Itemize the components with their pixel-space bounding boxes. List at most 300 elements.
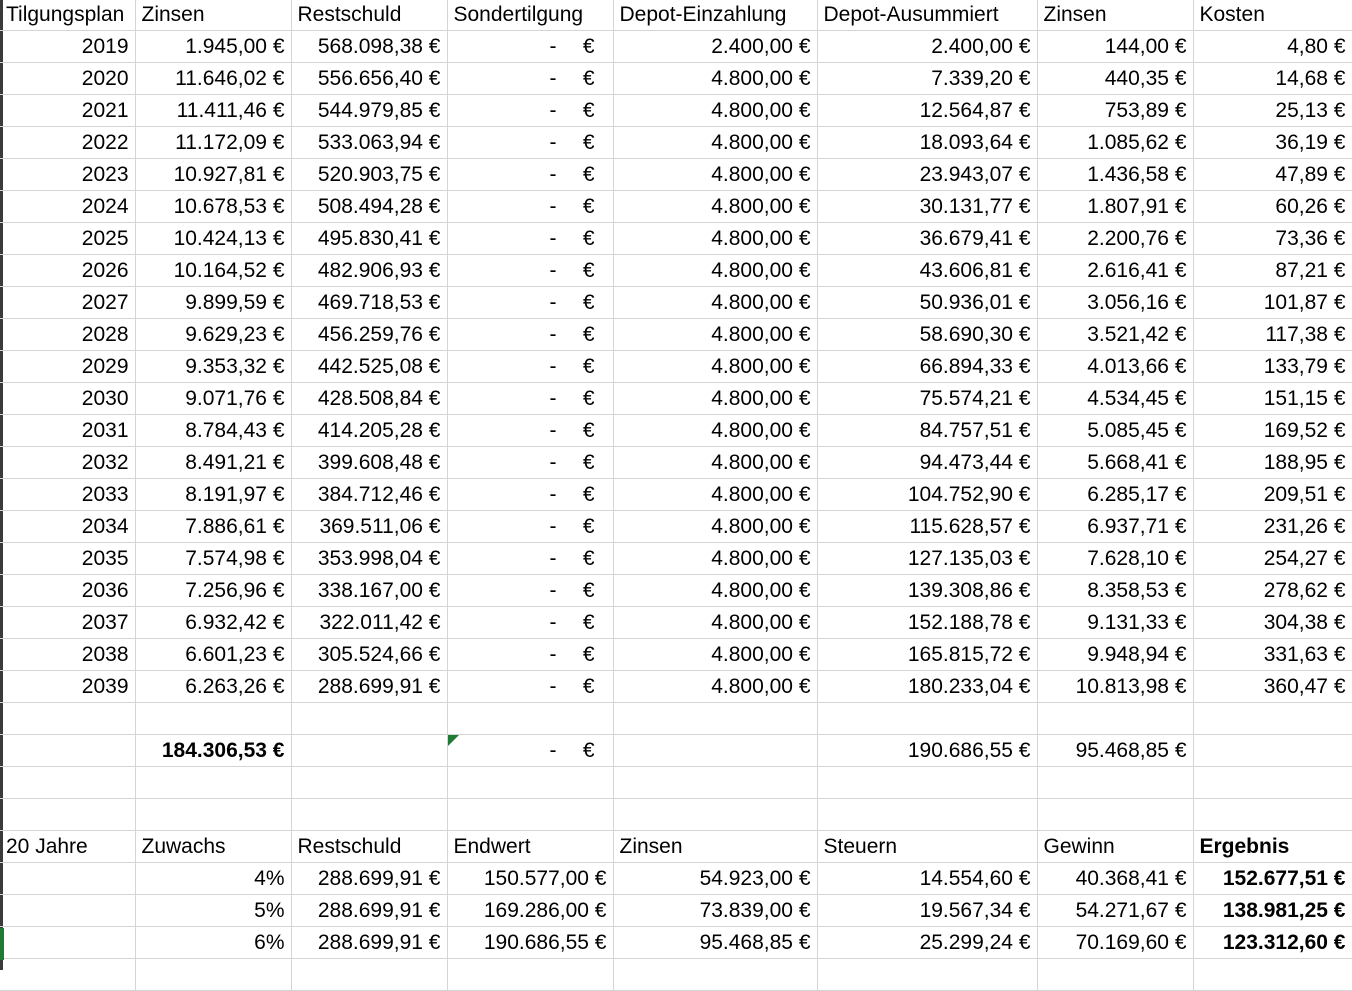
- empty-cell[interactable]: [0, 927, 135, 959]
- restschuld-cell[interactable]: 399.608,48 €: [291, 447, 447, 479]
- empty-cell[interactable]: [0, 735, 135, 767]
- depot-zinsen-cell[interactable]: 3.056,16 €: [1037, 287, 1193, 319]
- empty-cell[interactable]: [0, 767, 135, 799]
- zinsen-cell[interactable]: 10.927,81 €: [135, 159, 291, 191]
- sondertilgung-currency: €: [582, 483, 595, 506]
- sondertilgung-dash: -: [549, 67, 557, 90]
- depot-zinsen-cell[interactable]: 6.285,17 €: [1037, 479, 1193, 511]
- table-row: [0, 383, 1352, 415]
- kosten-cell[interactable]: 254,27 €: [1193, 543, 1352, 575]
- steuern-cell[interactable]: 14.554,60 €: [817, 863, 1037, 895]
- depot-einzahlung-cell[interactable]: 4.800,00 €: [613, 255, 817, 287]
- depot-ausummiert-cell[interactable]: 152.188,78 €: [817, 607, 1037, 639]
- zinsen-cell[interactable]: 11.172,09 €: [135, 127, 291, 159]
- depot-einzahlung-cell[interactable]: 4.800,00 €: [613, 319, 817, 351]
- sondertilgung-currency: €: [582, 99, 595, 122]
- kosten-cell[interactable]: 14,68 €: [1193, 63, 1352, 95]
- restschuld-cell[interactable]: 338.167,00 €: [291, 575, 447, 607]
- empty-cell[interactable]: [0, 959, 135, 991]
- sondertilgung-dash: -: [549, 451, 557, 474]
- zinsen-cell[interactable]: 10.424,13 €: [135, 223, 291, 255]
- depot-ausummiert-cell[interactable]: 66.894,33 €: [817, 351, 1037, 383]
- header-row: [0, 0, 1352, 31]
- kosten-cell[interactable]: 209,51 €: [1193, 479, 1352, 511]
- zinsen-cell[interactable]: 11.646,02 €: [135, 63, 291, 95]
- restschuld-cell[interactable]: 414.205,28 €: [291, 415, 447, 447]
- zuwachs-cell[interactable]: 6%: [135, 927, 291, 959]
- depot-zinsen-cell[interactable]: 440,35 €: [1037, 63, 1193, 95]
- summary-zinsen-cell[interactable]: 95.468,85 €: [613, 927, 817, 959]
- depot-einzahlung-cell[interactable]: 4.800,00 €: [613, 511, 817, 543]
- restschuld-cell[interactable]: 322.011,42 €: [291, 607, 447, 639]
- kosten-cell[interactable]: 117,38 €: [1193, 319, 1352, 351]
- sondertilgung-dash: -: [549, 515, 557, 538]
- zinsen-cell[interactable]: 8.784,43 €: [135, 415, 291, 447]
- sondertilgung-cell[interactable]: [447, 31, 613, 63]
- sondertilgung-dash: -: [549, 739, 557, 762]
- depot-zinsen-cell[interactable]: 1.807,91 €: [1037, 191, 1193, 223]
- sondertilgung-cell[interactable]: [447, 639, 613, 671]
- kosten-cell[interactable]: 360,47 €: [1193, 671, 1352, 703]
- depot-einzahlung-cell[interactable]: 4.800,00 €: [613, 543, 817, 575]
- table-row: [0, 223, 1352, 255]
- year-cell[interactable]: 2024: [0, 191, 135, 223]
- sondertilgung-currency: €: [582, 131, 595, 154]
- restschuld-cell[interactable]: 556.656,40 €: [291, 63, 447, 95]
- depot-ausummiert-cell[interactable]: 30.131,77 €: [817, 191, 1037, 223]
- depot-ausummiert-cell[interactable]: 43.606,81 €: [817, 255, 1037, 287]
- empty-cell[interactable]: [1193, 735, 1352, 767]
- depot-ausummiert-cell[interactable]: 58.690,30 €: [817, 319, 1037, 351]
- empty-cell[interactable]: [1037, 767, 1193, 799]
- summary-header-cell[interactable]: Endwert: [447, 831, 613, 863]
- zinsen-cell[interactable]: 11.411,46 €: [135, 95, 291, 127]
- depot-einzahlung-cell[interactable]: 4.800,00 €: [613, 159, 817, 191]
- empty-cell[interactable]: [135, 703, 291, 735]
- zinsen-cell[interactable]: 9.629,23 €: [135, 319, 291, 351]
- summary-header-cell[interactable]: Zinsen: [613, 831, 817, 863]
- kosten-cell[interactable]: 188,95 €: [1193, 447, 1352, 479]
- zinsen-cell[interactable]: 10.164,52 €: [135, 255, 291, 287]
- zinsen-cell[interactable]: 6.932,42 €: [135, 607, 291, 639]
- depot-ausummiert-cell[interactable]: 18.093,64 €: [817, 127, 1037, 159]
- empty-cell[interactable]: [0, 703, 135, 735]
- totals-row: [0, 735, 1352, 767]
- empty-cell[interactable]: [817, 799, 1037, 831]
- empty-cell[interactable]: [613, 959, 817, 991]
- year-cell[interactable]: 2037: [0, 607, 135, 639]
- total-depot-zinsen-cell[interactable]: 95.468,85 €: [1037, 735, 1193, 767]
- year-cell[interactable]: 2022: [0, 127, 135, 159]
- empty-cell[interactable]: [1193, 767, 1352, 799]
- depot-zinsen-cell[interactable]: 6.937,71 €: [1037, 511, 1193, 543]
- kosten-cell[interactable]: 133,79 €: [1193, 351, 1352, 383]
- summary-header-cell[interactable]: Ergebnis: [1193, 831, 1352, 863]
- sondertilgung-cell[interactable]: [447, 511, 613, 543]
- summary-header-row: [0, 831, 1352, 863]
- year-cell[interactable]: 2030: [0, 383, 135, 415]
- depot-zinsen-cell[interactable]: 2.616,41 €: [1037, 255, 1193, 287]
- table-row: [0, 639, 1352, 671]
- sondertilgung-dash: -: [549, 227, 557, 250]
- gewinn-cell[interactable]: 40.368,41 €: [1037, 863, 1193, 895]
- restschuld-cell[interactable]: 384.712,46 €: [291, 479, 447, 511]
- year-cell[interactable]: 2019: [0, 31, 135, 63]
- header-cell[interactable]: Zinsen: [1037, 0, 1193, 31]
- zinsen-cell[interactable]: 7.256,96 €: [135, 575, 291, 607]
- year-cell[interactable]: 2023: [0, 159, 135, 191]
- empty-cell[interactable]: [613, 703, 817, 735]
- restschuld-cell[interactable]: 482.906,93 €: [291, 255, 447, 287]
- sondertilgung-currency: €: [582, 259, 595, 282]
- gewinn-cell[interactable]: 54.271,67 €: [1037, 895, 1193, 927]
- steuern-cell[interactable]: 19.567,34 €: [817, 895, 1037, 927]
- sondertilgung-dash: -: [549, 99, 557, 122]
- header-cell[interactable]: Restschuld: [291, 0, 447, 31]
- sondertilgung-cell[interactable]: [447, 191, 613, 223]
- sondertilgung-dash: -: [549, 675, 557, 698]
- empty-cell[interactable]: [291, 735, 447, 767]
- empty-cell[interactable]: [0, 895, 135, 927]
- zinsen-cell[interactable]: 7.574,98 €: [135, 543, 291, 575]
- table-row: [0, 607, 1352, 639]
- empty-cell[interactable]: [1037, 799, 1193, 831]
- restschuld-cell[interactable]: 495.830,41 €: [291, 223, 447, 255]
- empty-row: [0, 703, 1352, 735]
- summary-header-cell[interactable]: Restschuld: [291, 831, 447, 863]
- table-row: [0, 671, 1352, 703]
- depot-zinsen-cell[interactable]: 1.085,62 €: [1037, 127, 1193, 159]
- sondertilgung-currency: €: [582, 739, 595, 762]
- year-cell[interactable]: 2034: [0, 511, 135, 543]
- table-row: [0, 447, 1352, 479]
- kosten-cell[interactable]: 101,87 €: [1193, 287, 1352, 319]
- zinsen-cell[interactable]: 8.191,97 €: [135, 479, 291, 511]
- empty-cell[interactable]: [135, 959, 291, 991]
- depot-einzahlung-cell[interactable]: 4.800,00 €: [613, 607, 817, 639]
- kosten-cell[interactable]: 4,80 €: [1193, 31, 1352, 63]
- sondertilgung-cell[interactable]: [447, 575, 613, 607]
- restschuld-cell[interactable]: 428.508,84 €: [291, 383, 447, 415]
- zinsen-cell[interactable]: 1.945,00 €: [135, 31, 291, 63]
- summary-restschuld-cell[interactable]: 288.699,91 €: [291, 863, 447, 895]
- depot-einzahlung-cell[interactable]: 4.800,00 €: [613, 479, 817, 511]
- sondertilgung-cell[interactable]: [447, 319, 613, 351]
- sondertilgung-dash: -: [549, 35, 557, 58]
- kosten-cell[interactable]: 331,63 €: [1193, 639, 1352, 671]
- header-cell[interactable]: Depot-Ausummiert: [817, 0, 1037, 31]
- depot-einzahlung-cell[interactable]: 4.800,00 €: [613, 63, 817, 95]
- sondertilgung-cell[interactable]: [447, 671, 613, 703]
- sondertilgung-currency: €: [582, 67, 595, 90]
- sondertilgung-cell[interactable]: [447, 255, 613, 287]
- year-cell[interactable]: 2036: [0, 575, 135, 607]
- table-row: [0, 287, 1352, 319]
- restschuld-cell[interactable]: 533.063,94 €: [291, 127, 447, 159]
- depot-einzahlung-cell[interactable]: 4.800,00 €: [613, 127, 817, 159]
- zinsen-cell[interactable]: 9.353,32 €: [135, 351, 291, 383]
- year-cell[interactable]: 2025: [0, 223, 135, 255]
- summary-zinsen-cell[interactable]: 54.923,00 €: [613, 863, 817, 895]
- empty-cell[interactable]: [613, 735, 817, 767]
- year-cell[interactable]: 2026: [0, 255, 135, 287]
- summary-zinsen-cell[interactable]: 73.839,00 €: [613, 895, 817, 927]
- empty-cell[interactable]: [1037, 703, 1193, 735]
- steuern-cell[interactable]: 25.299,24 €: [817, 927, 1037, 959]
- summary-header-cell[interactable]: 20 Jahre: [0, 831, 135, 863]
- depot-einzahlung-cell[interactable]: 4.800,00 €: [613, 415, 817, 447]
- depot-zinsen-cell[interactable]: 1.436,58 €: [1037, 159, 1193, 191]
- summary-row: [0, 895, 1352, 927]
- endwert-cell[interactable]: 169.286,00 €: [447, 895, 613, 927]
- header-cell[interactable]: Kosten: [1193, 0, 1352, 31]
- header-cell[interactable]: Depot-Einzahlung: [613, 0, 817, 31]
- summary-header-cell[interactable]: Zuwachs: [135, 831, 291, 863]
- empty-cell[interactable]: [1193, 799, 1352, 831]
- depot-ausummiert-cell[interactable]: 139.308,86 €: [817, 575, 1037, 607]
- depot-ausummiert-cell[interactable]: 94.473,44 €: [817, 447, 1037, 479]
- depot-einzahlung-cell[interactable]: 4.800,00 €: [613, 639, 817, 671]
- year-cell[interactable]: 2029: [0, 351, 135, 383]
- empty-cell[interactable]: [135, 767, 291, 799]
- sondertilgung-dash: -: [549, 387, 557, 410]
- sondertilgung-currency: €: [582, 451, 595, 474]
- depot-einzahlung-cell[interactable]: 4.800,00 €: [613, 95, 817, 127]
- empty-cell[interactable]: [1193, 959, 1352, 991]
- sondertilgung-cell[interactable]: [447, 415, 613, 447]
- restschuld-cell[interactable]: 520.903,75 €: [291, 159, 447, 191]
- depot-zinsen-cell[interactable]: 10.813,98 €: [1037, 671, 1193, 703]
- empty-cell[interactable]: [817, 767, 1037, 799]
- sondertilgung-dash: -: [549, 419, 557, 442]
- zinsen-cell[interactable]: 9.899,59 €: [135, 287, 291, 319]
- empty-cell[interactable]: [613, 799, 817, 831]
- sondertilgung-cell[interactable]: [447, 735, 613, 767]
- kosten-cell[interactable]: 231,26 €: [1193, 511, 1352, 543]
- empty-cell[interactable]: [447, 767, 613, 799]
- ergebnis-cell[interactable]: 138.981,25 €: [1193, 895, 1352, 927]
- depot-einzahlung-cell[interactable]: 4.800,00 €: [613, 447, 817, 479]
- sondertilgung-currency: €: [582, 355, 595, 378]
- sondertilgung-cell[interactable]: [447, 383, 613, 415]
- table-row: [0, 543, 1352, 575]
- sondertilgung-cell[interactable]: [447, 287, 613, 319]
- depot-ausummiert-cell[interactable]: 12.564,87 €: [817, 95, 1037, 127]
- year-cell[interactable]: 2021: [0, 95, 135, 127]
- empty-cell[interactable]: [613, 767, 817, 799]
- depot-einzahlung-cell[interactable]: 4.800,00 €: [613, 287, 817, 319]
- empty-cell[interactable]: [291, 767, 447, 799]
- kosten-cell[interactable]: 36,19 €: [1193, 127, 1352, 159]
- depot-einzahlung-cell[interactable]: 2.400,00 €: [613, 31, 817, 63]
- depot-ausummiert-cell[interactable]: 104.752,90 €: [817, 479, 1037, 511]
- sondertilgung-dash: -: [549, 259, 557, 282]
- depot-zinsen-cell[interactable]: 5.668,41 €: [1037, 447, 1193, 479]
- sondertilgung-cell[interactable]: [447, 607, 613, 639]
- kosten-cell[interactable]: 60,26 €: [1193, 191, 1352, 223]
- depot-ausummiert-cell[interactable]: 36.679,41 €: [817, 223, 1037, 255]
- summary-header-cell[interactable]: Steuern: [817, 831, 1037, 863]
- sondertilgung-currency: €: [582, 675, 595, 698]
- depot-zinsen-cell[interactable]: 4.534,45 €: [1037, 383, 1193, 415]
- depot-ausummiert-cell[interactable]: 50.936,01 €: [817, 287, 1037, 319]
- year-cell[interactable]: 2031: [0, 415, 135, 447]
- sondertilgung-cell[interactable]: [447, 95, 613, 127]
- year-cell[interactable]: 2027: [0, 287, 135, 319]
- kosten-cell[interactable]: 169,52 €: [1193, 415, 1352, 447]
- depot-zinsen-cell[interactable]: 4.013,66 €: [1037, 351, 1193, 383]
- empty-cell[interactable]: [0, 863, 135, 895]
- kosten-cell[interactable]: 278,62 €: [1193, 575, 1352, 607]
- depot-ausummiert-cell[interactable]: 7.339,20 €: [817, 63, 1037, 95]
- total-depot-cell[interactable]: 190.686,55 €: [817, 735, 1037, 767]
- empty-cell[interactable]: [291, 703, 447, 735]
- empty-row: [0, 767, 1352, 799]
- sondertilgung-dash: -: [549, 291, 557, 314]
- sondertilgung-dash: -: [549, 579, 557, 602]
- empty-cell[interactable]: [447, 959, 613, 991]
- depot-einzahlung-cell[interactable]: 4.800,00 €: [613, 671, 817, 703]
- empty-row: [0, 959, 1352, 991]
- empty-cell[interactable]: [0, 799, 135, 831]
- zinsen-cell[interactable]: 9.071,76 €: [135, 383, 291, 415]
- zuwachs-cell[interactable]: 4%: [135, 863, 291, 895]
- table-row: [0, 31, 1352, 63]
- kosten-cell[interactable]: 87,21 €: [1193, 255, 1352, 287]
- depot-zinsen-cell[interactable]: 5.085,45 €: [1037, 415, 1193, 447]
- restschuld-cell[interactable]: 508.494,28 €: [291, 191, 447, 223]
- empty-cell[interactable]: [291, 959, 447, 991]
- table-row: [0, 159, 1352, 191]
- restschuld-cell[interactable]: 442.525,08 €: [291, 351, 447, 383]
- summary-restschuld-cell[interactable]: 288.699,91 €: [291, 927, 447, 959]
- zinsen-cell[interactable]: 6.601,23 €: [135, 639, 291, 671]
- summary-header-cell[interactable]: Gewinn: [1037, 831, 1193, 863]
- gewinn-cell[interactable]: 70.169,60 €: [1037, 927, 1193, 959]
- kosten-cell[interactable]: 73,36 €: [1193, 223, 1352, 255]
- zinsen-cell[interactable]: 6.263,26 €: [135, 671, 291, 703]
- restschuld-cell[interactable]: 369.511,06 €: [291, 511, 447, 543]
- depot-zinsen-cell[interactable]: 3.521,42 €: [1037, 319, 1193, 351]
- empty-cell[interactable]: [1193, 703, 1352, 735]
- zuwachs-cell[interactable]: 5%: [135, 895, 291, 927]
- empty-cell[interactable]: [817, 959, 1037, 991]
- ergebnis-cell[interactable]: 123.312,60 €: [1193, 927, 1352, 959]
- year-cell[interactable]: 2020: [0, 63, 135, 95]
- year-cell[interactable]: 2039: [0, 671, 135, 703]
- sondertilgung-cell[interactable]: [447, 223, 613, 255]
- sondertilgung-currency: €: [582, 163, 595, 186]
- empty-cell[interactable]: [447, 703, 613, 735]
- sondertilgung-cell[interactable]: [447, 127, 613, 159]
- header-cell[interactable]: Sondertilgung: [447, 0, 613, 31]
- restschuld-cell[interactable]: 305.524,66 €: [291, 639, 447, 671]
- table-row: [0, 63, 1352, 95]
- sondertilgung-cell[interactable]: [447, 447, 613, 479]
- zinsen-cell[interactable]: 7.886,61 €: [135, 511, 291, 543]
- restschuld-cell[interactable]: 469.718,53 €: [291, 287, 447, 319]
- kosten-cell[interactable]: 151,15 €: [1193, 383, 1352, 415]
- year-cell[interactable]: 2028: [0, 319, 135, 351]
- sondertilgung-cell[interactable]: [447, 351, 613, 383]
- empty-cell[interactable]: [447, 799, 613, 831]
- depot-einzahlung-cell[interactable]: 4.800,00 €: [613, 351, 817, 383]
- empty-cell[interactable]: [1037, 959, 1193, 991]
- header-cell[interactable]: Zinsen: [135, 0, 291, 31]
- depot-ausummiert-cell[interactable]: 115.628,57 €: [817, 511, 1037, 543]
- depot-einzahlung-cell[interactable]: 4.800,00 €: [613, 223, 817, 255]
- depot-einzahlung-cell[interactable]: 4.800,00 €: [613, 575, 817, 607]
- restschuld-cell[interactable]: 353.998,04 €: [291, 543, 447, 575]
- year-cell[interactable]: 2032: [0, 447, 135, 479]
- kosten-cell[interactable]: 304,38 €: [1193, 607, 1352, 639]
- depot-ausummiert-cell[interactable]: 23.943,07 €: [817, 159, 1037, 191]
- depot-zinsen-cell[interactable]: 753,89 €: [1037, 95, 1193, 127]
- zinsen-cell[interactable]: 10.678,53 €: [135, 191, 291, 223]
- sondertilgung-currency: €: [582, 323, 595, 346]
- restschuld-cell[interactable]: 288.699,91 €: [291, 671, 447, 703]
- depot-einzahlung-cell[interactable]: 4.800,00 €: [613, 383, 817, 415]
- endwert-cell[interactable]: 150.577,00 €: [447, 863, 613, 895]
- depot-zinsen-cell[interactable]: 144,00 €: [1037, 31, 1193, 63]
- depot-ausummiert-cell[interactable]: 165.815,72 €: [817, 639, 1037, 671]
- restschuld-cell[interactable]: 568.098,38 €: [291, 31, 447, 63]
- year-cell[interactable]: 2035: [0, 543, 135, 575]
- empty-cell[interactable]: [135, 799, 291, 831]
- depot-ausummiert-cell[interactable]: 180.233,04 €: [817, 671, 1037, 703]
- sondertilgung-currency: €: [582, 419, 595, 442]
- depot-zinsen-cell[interactable]: 7.628,10 €: [1037, 543, 1193, 575]
- empty-row: [0, 799, 1352, 831]
- depot-zinsen-cell[interactable]: 9.131,33 €: [1037, 607, 1193, 639]
- sondertilgung-cell[interactable]: [447, 479, 613, 511]
- table-row: [0, 255, 1352, 287]
- header-cell[interactable]: Tilgungsplan: [0, 0, 135, 31]
- year-cell[interactable]: 2038: [0, 639, 135, 671]
- empty-cell[interactable]: [817, 703, 1037, 735]
- ergebnis-cell[interactable]: 152.677,51 €: [1193, 863, 1352, 895]
- zinsen-cell[interactable]: 8.491,21 €: [135, 447, 291, 479]
- sondertilgung-dash: -: [549, 323, 557, 346]
- depot-ausummiert-cell[interactable]: 127.135,03 €: [817, 543, 1037, 575]
- sondertilgung-currency: €: [582, 611, 595, 634]
- restschuld-cell[interactable]: 456.259,76 €: [291, 319, 447, 351]
- total-zinsen-cell[interactable]: 184.306,53 €: [135, 735, 291, 767]
- sondertilgung-cell[interactable]: [447, 63, 613, 95]
- sondertilgung-dash: -: [549, 611, 557, 634]
- endwert-cell[interactable]: 190.686,55 €: [447, 927, 613, 959]
- depot-ausummiert-cell[interactable]: 75.574,21 €: [817, 383, 1037, 415]
- depot-ausummiert-cell[interactable]: 84.757,51 €: [817, 415, 1037, 447]
- empty-cell[interactable]: [291, 799, 447, 831]
- sondertilgung-cell[interactable]: [447, 159, 613, 191]
- sondertilgung-currency: €: [582, 387, 595, 410]
- selection-edge-marker: [0, 928, 4, 960]
- year-cell[interactable]: 2033: [0, 479, 135, 511]
- sondertilgung-currency: €: [582, 579, 595, 602]
- kosten-cell[interactable]: 25,13 €: [1193, 95, 1352, 127]
- sondertilgung-cell[interactable]: [447, 543, 613, 575]
- depot-einzahlung-cell[interactable]: 4.800,00 €: [613, 191, 817, 223]
- depot-zinsen-cell[interactable]: 2.200,76 €: [1037, 223, 1193, 255]
- table-row: [0, 511, 1352, 543]
- depot-ausummiert-cell[interactable]: 2.400,00 €: [817, 31, 1037, 63]
- depot-zinsen-cell[interactable]: 9.948,94 €: [1037, 639, 1193, 671]
- kosten-cell[interactable]: 47,89 €: [1193, 159, 1352, 191]
- depot-zinsen-cell[interactable]: 8.358,53 €: [1037, 575, 1193, 607]
- restschuld-cell[interactable]: 544.979,85 €: [291, 95, 447, 127]
- summary-restschuld-cell[interactable]: 288.699,91 €: [291, 895, 447, 927]
